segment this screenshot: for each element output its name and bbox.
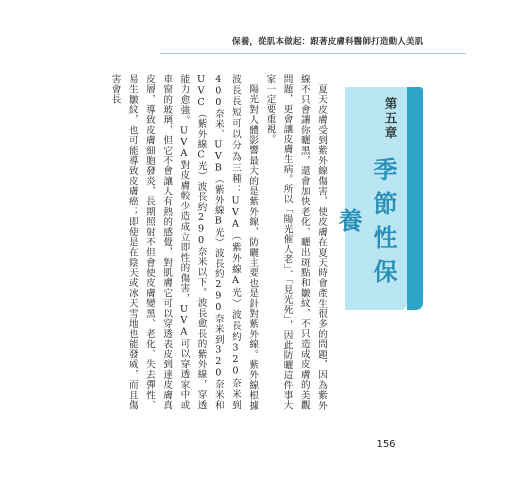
paragraph: 夏天皮膚受到紫外線傷害，使皮膚在夏天時會產生很多的問題，因為紫外線不只會讓你曬黑，還會加快老化、曬出斑點和皺紋，不只造成皮膚的美觀問題，更會讓皮膚生病。所以「陽光催人老」、「見光死」，因此防曬這件事大家一定要重視。 bbox=[264, 74, 327, 410]
chapter-label: 第五章 bbox=[383, 97, 398, 141]
header-rule bbox=[160, 53, 466, 54]
paragraph: 陽光對人體影響最大的是紫外線，防曬主要也是針對紫外線。紫外線根據波長長短可以分為三種：UVA（紫外線A光）波長約320奈米到400奈米、UVB（紫外線B光）波長約290奈米到320奈米和UVC（紫外線C光）波長約290奈米以下。波長愈長的紫外線，穿透能力愈強。UVA對皮膚較少造成立即性的傷害，UVA可以穿透家中或車窗的玻璃，但它不會讓人有熱的感覺，對肌膚它可以穿透表皮到達皮膚真皮層，導致皮膚細胞發炎，長期照射不但會使皮膚變黑、老化、失去彈性、易生皺紋，也可能導致皮膚癌；即使是在陰天或冰天雪地也能發威，而且傷害會長 bbox=[109, 74, 259, 410]
running-header: 保養，從肌本做起：跟著皮膚科醫師打造動人美肌 bbox=[232, 37, 424, 47]
body-text bbox=[109, 74, 330, 410]
page-number: 156 bbox=[376, 439, 396, 450]
chapter-tab-edge bbox=[407, 87, 423, 310]
chapter-title: 季節性保養 bbox=[334, 157, 397, 293]
